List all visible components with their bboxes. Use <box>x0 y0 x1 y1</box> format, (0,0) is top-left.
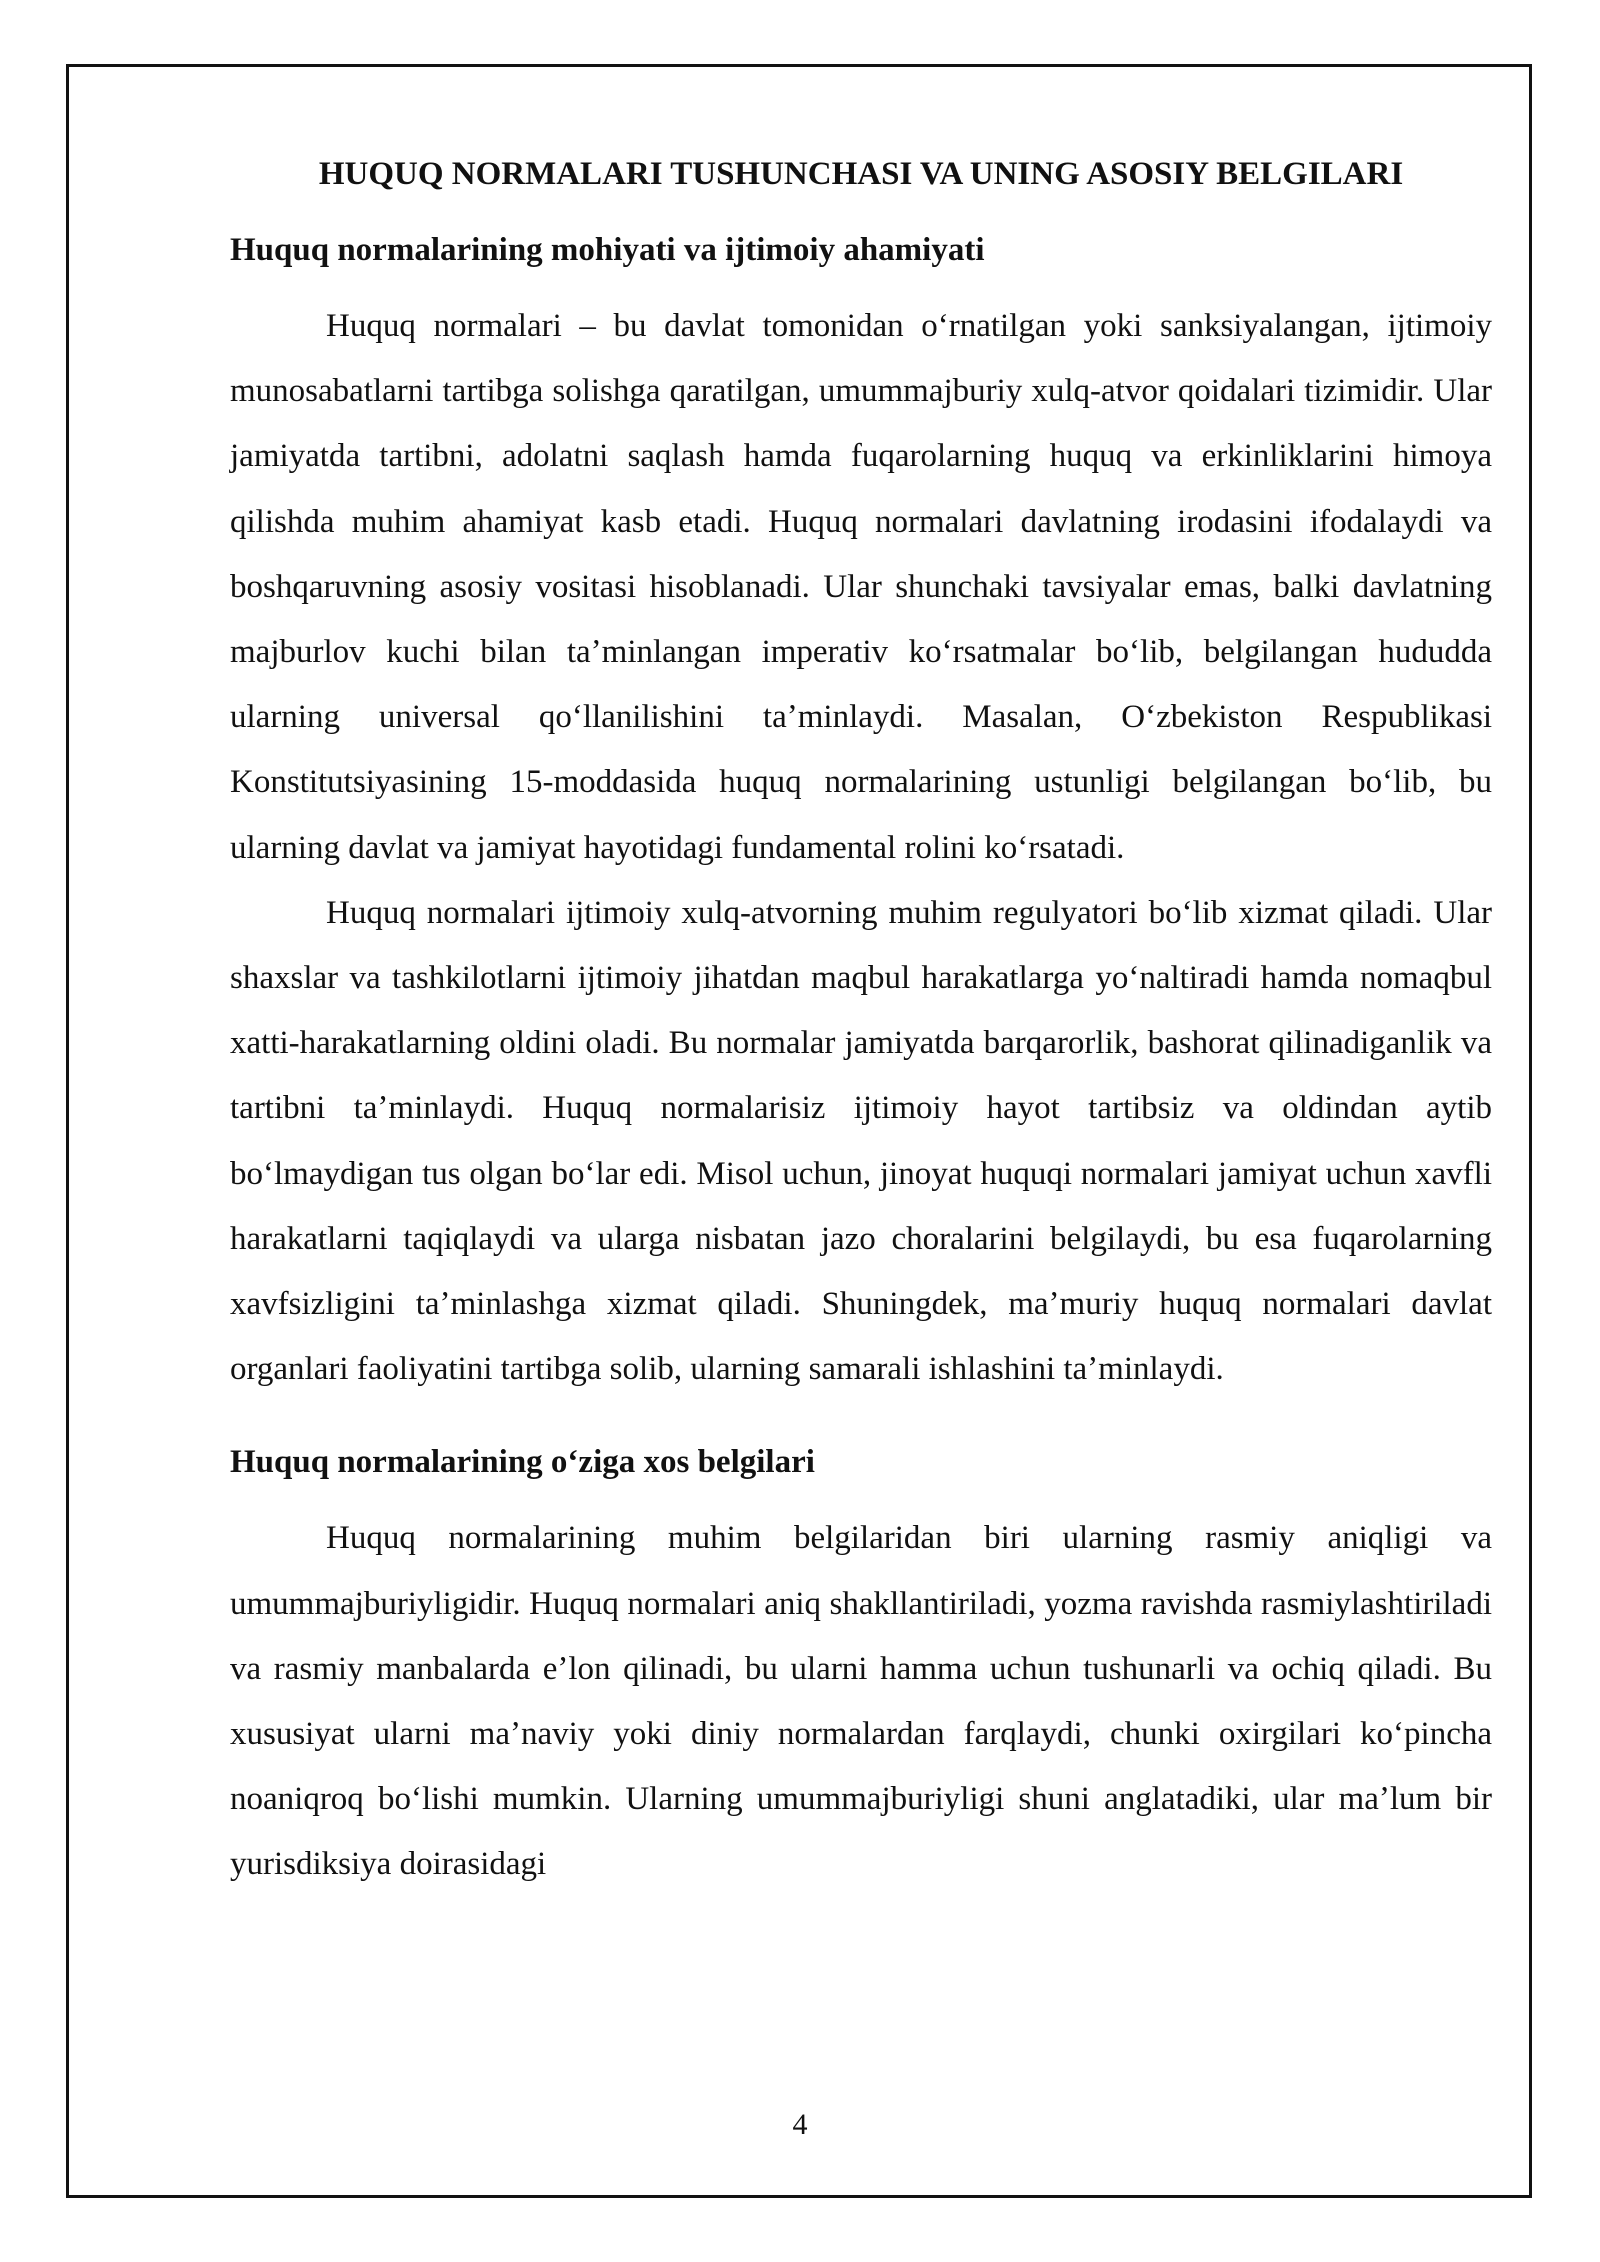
section-essence <box>230 224 1492 1402</box>
page-number: 4 <box>792 2108 808 2141</box>
section-features <box>230 1436 1492 1897</box>
document-title: HUQUQ NORMALARI TUSHUNCHASI VA UNING ASOSIY BELGILARI <box>318 156 1404 192</box>
section-heading: Huquq normalarining mohiyati va ijtimoiy ahamiyati <box>230 232 985 268</box>
paragraph: Huquq normalarining muhim belgilaridan biri ularning rasmiy aniqligi va umummajburiyligidir. Huquq normalari aniq shakllantiriladi, yozma ravishda rasmiylashtiriladi va rasmiy manbalarda eʼlon qilinadi, bu ularni hamma uchun tushunarli va ochiq qiladi. Bu xususiyat ularni maʼnaviy yoki diniy normalardan farqlaydi, chunki oxirgilari koʻpincha noaniqroq boʻlishi mumkin. Ularning umummajburiyligi shuni anglatadiki, ular maʼlum bir yurisdiksiya doirasidagi <box>230 1520 1492 1883</box>
document-body <box>230 148 1492 1898</box>
section-heading: Huquq normalarining oʻziga xos belgilari <box>230 1444 815 1481</box>
paragraph: Huquq normalari – bu davlat tomonidan oʻrnatilgan yoki sanksiyalangan, ijtimoiy munosabatlarni tartibga solishga qaratilgan, umummajburiy xulq-atvor qoidalari tizimidir. Ular jamiyatda tartibni, adolatni saqlash hamda fuqarolarning huquq va erkinliklarini himoya qilishda muhim ahamiyat kasb etadi. Huquq normalari davlatning irodasini ifodalaydi va boshqaruvning asosiy vositasi hisoblanadi. Ular shunchaki tavsiyalar emas, balki davlatning majburlov kuchi bilan taʼminlangan imperativ koʻrsatmalar boʻlib, belgilangan hududda ularning universal qoʻllanilishini taʼminlaydi. Masalan, Oʻzbekiston Respublikasi Konstitutsiyasining 15-moddasida huquq normalarining ustunligi belgilangan boʻlib, bu ularning davlat va jamiyat hayotidagi fundamental rolini koʻrsatadi. <box>230 308 1492 866</box>
paragraph: Huquq normalari ijtimoiy xulq-atvorning muhim regulyatori boʻlib xizmat qiladi. Ular shaxslar va tashkilotlarni ijtimoiy jihatdan maqbul harakatlarga yoʻnaltiradi hamda nomaqbul xatti-harakatlarning oldini oladi. Bu normalar jamiyatda barqarorlik, bashorat qilinadiganlik va tartibni taʼminlaydi. Huquq normalarisiz ijtimoiy hayot tartibsiz va oldindan aytib boʻlmaydigan tus olgan boʻlar edi. Misol uchun, jinoyat huquqi normalari jamiyat uchun xavfli harakatlarni taqiqlaydi va ularga nisbatan jazo choralarini belgilaydi, bu esa fuqarolarning xavfsizligini taʼminlashga xizmat qiladi. Shuningdek, maʼmuriy huquq normalari davlat organlari faoliyatini tartibga solib, ularning samarali ishlashini taʼminlaydi. <box>230 894 1492 1388</box>
